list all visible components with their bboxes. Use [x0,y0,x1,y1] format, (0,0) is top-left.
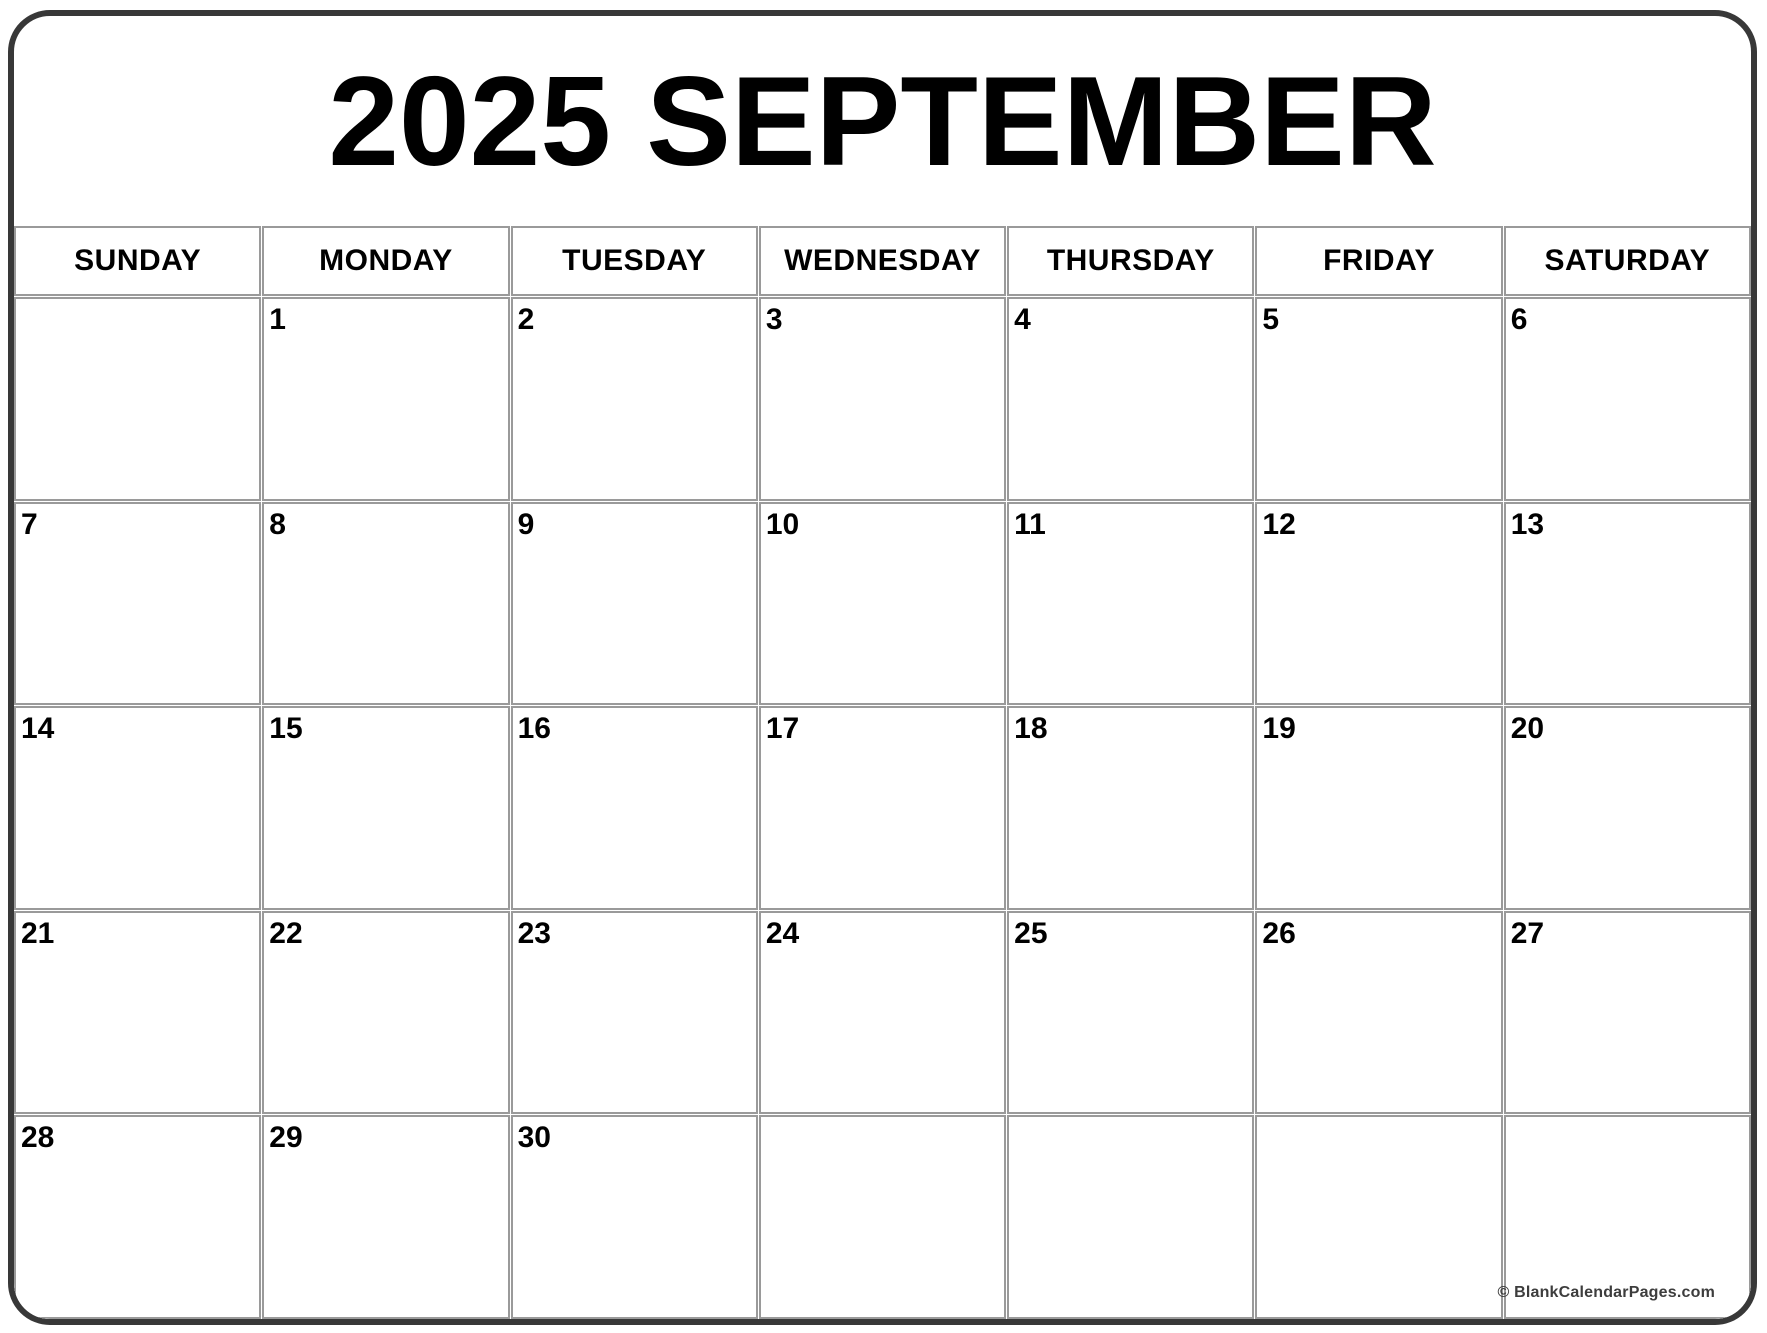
day-cell-5 [1255,297,1502,501]
day-number-23: 23 [517,916,551,950]
calendar-frame [8,10,1757,1325]
day-number-18: 18 [1014,712,1048,746]
day-cell-16 [511,706,758,910]
day-number-20: 20 [1510,712,1545,746]
day-cell-empty-w4d5 [1255,1115,1502,1319]
title-area [14,16,1751,226]
day-cell-2 [511,297,758,501]
day-cell-26 [1255,911,1502,1115]
day-number-19: 19 [1262,712,1296,746]
day-cell-19 [1255,706,1502,910]
day-number-14: 14 [21,712,55,746]
day-cell-10 [759,502,1006,706]
day-number-11: 11 [1014,507,1046,541]
day-number-7: 7 [21,507,38,541]
day-number-28: 28 [21,1121,55,1155]
weekday-header-thursday: THURSDAY [1007,226,1254,296]
weekday-header-saturday: SATURDAY [1504,226,1751,296]
day-cell-21 [14,911,261,1115]
day-cell-13 [1504,502,1751,706]
day-cell-empty-w4d3 [759,1115,1006,1319]
weekday-header-sunday: SUNDAY [14,226,261,296]
day-number-2: 2 [517,303,535,336]
day-cell-28 [14,1115,261,1319]
day-cell-4 [1007,297,1254,501]
day-number-17: 17 [765,712,800,746]
day-number-25: 25 [1014,916,1048,950]
day-cell-8 [262,502,509,706]
day-cell-3 [759,297,1006,501]
day-cell-23 [511,911,758,1115]
day-number-12: 12 [1262,507,1296,541]
day-cell-30 [511,1115,758,1319]
day-cell-empty-w4d4 [1007,1115,1254,1319]
day-cell-29 [262,1115,509,1319]
day-number-15: 15 [269,712,303,746]
calendar-grid [14,226,1751,1319]
day-cell-7 [14,502,261,706]
day-number-22: 22 [269,916,303,950]
day-cell-27 [1504,911,1751,1115]
day-cell-14 [14,706,261,910]
day-number-3: 3 [765,303,783,336]
day-cell-22 [262,911,509,1115]
day-number-24: 24 [765,916,800,950]
watermark-text: © BlankCalendarPages.com [1497,1284,1715,1301]
weekday-header-wednesday: WEDNESDAY [759,226,1006,296]
day-cell-1 [262,297,509,501]
day-cell-15 [262,706,509,910]
day-cell-24 [759,911,1006,1115]
day-cell-17 [759,706,1006,910]
day-cell-6 [1504,297,1751,501]
day-cell-25 [1007,911,1254,1115]
day-cell-18 [1007,706,1254,910]
day-number-29: 29 [269,1121,303,1155]
day-cell-9 [511,502,758,706]
day-number-21: 21 [21,916,55,950]
day-number-27: 27 [1510,916,1545,950]
day-number-4: 4 [1014,303,1031,336]
weekday-header-tuesday: TUESDAY [511,226,758,296]
day-cell-20 [1504,706,1751,910]
day-number-10: 10 [765,507,800,541]
day-cell-empty-w0d0 [14,297,261,501]
day-number-13: 13 [1510,507,1545,541]
day-number-9: 9 [517,507,535,541]
day-number-1: 1 [269,303,286,336]
day-cell-12 [1255,502,1502,706]
day-number-8: 8 [269,507,286,541]
day-number-16: 16 [517,712,551,746]
day-number-30: 30 [517,1121,551,1155]
weekday-header-monday: MONDAY [262,226,509,296]
day-number-5: 5 [1262,303,1280,336]
day-number-26: 26 [1262,916,1296,950]
weekday-header-friday: FRIDAY [1255,226,1502,296]
calendar-title: 2025 SEPTEMBER [328,49,1437,192]
day-cell-11 [1007,502,1254,706]
day-number-6: 6 [1510,303,1528,336]
